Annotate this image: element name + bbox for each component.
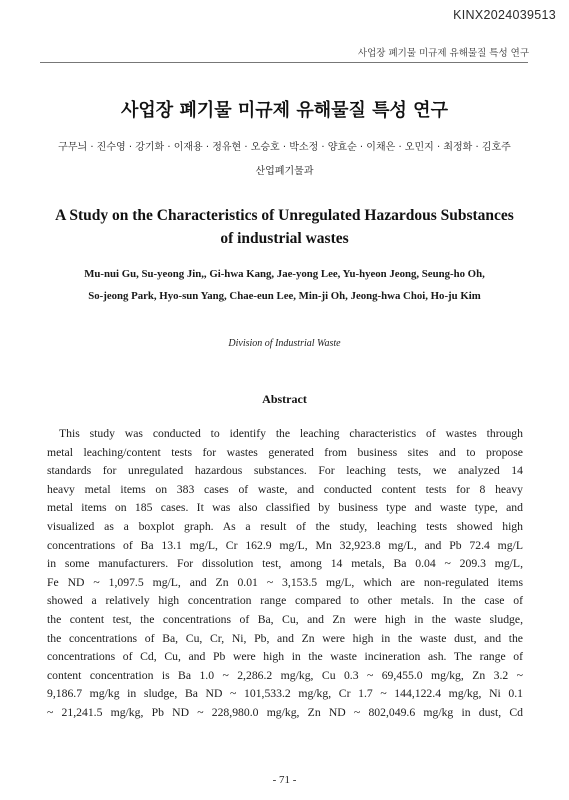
paper-title-english: [0, 204, 569, 250]
affiliation-english: Division of Industrial Waste: [228, 338, 341, 349]
author-list-english-line: So-jeong Park, Hyo-sun Yang, Chae-eun Lee, Min-ji Oh, Jeong-hwa Choi, Ho-ju Kim: [88, 290, 481, 302]
abstract-line: showed a relatively high concentration range compared to other metals. In the case of: [47, 594, 523, 608]
paper-title-english-line: A Study on the Characteristics of Unregulated Hazardous Substances: [55, 207, 514, 224]
abstract-line: in some manufacturers. For dissolution test, among 14 metals, Ba 0.04 ~ 209.3 mg/L,: [47, 557, 523, 571]
abstract-line: Fe ND ~ 1,097.5 mg/L, and Zn 0.01 ~ 3,153.5 mg/L, which are non-regulated items: [47, 575, 523, 589]
running-head: 사업장 폐기물 미규제 유해물질 특성 연구: [357, 48, 529, 59]
abstract-line: metal leaching/content tests for wastes generated from business sites and to propose: [47, 445, 523, 459]
paper-title-korean: 사업장 폐기물 미규제 유해물질 특성 연구: [121, 100, 448, 121]
abstract-line: metal items on 185 cases. It was also classified by business type and waste type, and: [47, 501, 523, 515]
author-list-english: [0, 263, 569, 307]
abstract-body: [47, 425, 523, 723]
author-list-english-line: Mu-nui Gu, Su-yeong Jin,, Gi-hwa Kang, Jae-yong Lee, Yu-hyeon Jeong, Seung-ho Oh,: [84, 268, 485, 280]
header-rule: [40, 62, 528, 63]
abstract-line: concentrations of Cd, Cu, and Pb were high in the waste incineration ash. The range of: [47, 650, 523, 664]
abstract-heading: Abstract: [262, 392, 307, 406]
abstract-line: the concentrations of Ba, Cu, Cr, Ni, Pb, and Zn were high in the waste dust, and the: [47, 631, 523, 645]
abstract-line: This study was conducted to identify the leaching characteristics of wastes through: [59, 427, 523, 440]
abstract-line: the content test, the concentrations of Ba, Cu, and Zn were high in the waste sludge,: [47, 612, 523, 626]
abstract-line: 9,186.7 mg/kg in sludge, Ba ND ~ 101,533.2 mg/kg, Cr 1.7 ~ 144,122.4 mg/kg, Ni 0.1: [47, 687, 523, 701]
abstract-line: heavy metal items on 383 cases of waste, and conducted content tests for 8 heavy: [47, 482, 523, 496]
abstract-line: standards for unregulated hazardous substances. For leaching tests, we analyzed 14: [47, 464, 523, 478]
document-id: KINX2024039513: [453, 8, 556, 22]
abstract-line: visualized as a boxplot graph. As a result of the study, leaching tests showed high: [47, 519, 523, 533]
page-number: - 71 -: [272, 774, 297, 786]
author-list-korean: 구무늬 · 진수영 · 강기화 · 이재용 · 정유현 · 오승호 · 박소정 · 양효순 · 이채은 · 오민지 · 최정화 · 김호주: [58, 142, 511, 153]
affiliation-korean: 산업폐기물과: [255, 166, 314, 177]
paper-title-english-line: of industrial wastes: [220, 230, 349, 247]
abstract-line: ~ 21,241.5 mg/kg, Pb ND ~ 228,980.0 mg/kg, Zn ND ~ 802,049.6 mg/kg in dust, Cd: [47, 705, 523, 719]
abstract-line: content concentration is Ba 1.0 ~ 2,286.2 mg/kg, Cu 0.3 ~ 69,455.0 mg/kg, Zn 3.2 ~: [47, 668, 523, 682]
abstract-line: concentrations of Ba 13.1 mg/L, Cr 162.9 mg/L, Mn 32,923.8 mg/L, and Pb 72.4 mg/L: [47, 538, 523, 552]
